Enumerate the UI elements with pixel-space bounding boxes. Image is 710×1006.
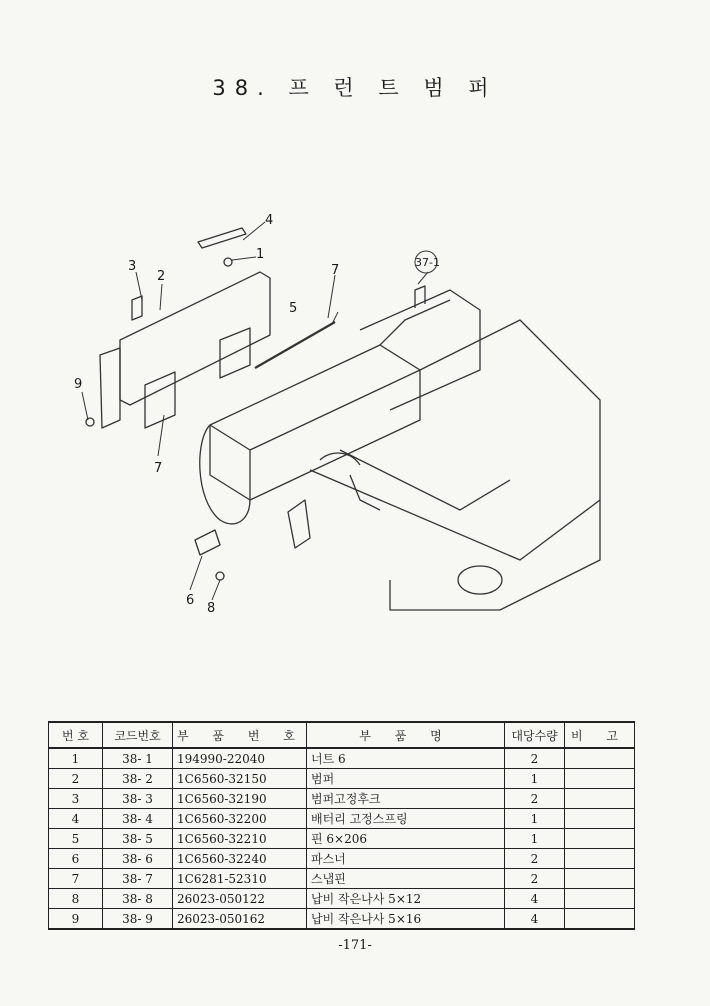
cell-note [565,789,635,809]
cell-part-no: 1C6281-52310 [173,869,307,889]
header-code: 코드번호 [103,722,173,748]
cell-note [565,889,635,909]
cell-code: 38- 5 [103,829,173,849]
cell-part-no: 194990-22040 [173,748,307,769]
table-row [49,748,635,769]
header-part-no: 부 품 번 호 [173,722,307,748]
cell-part-no: 26023-050162 [173,909,307,930]
table-row [49,909,635,930]
callout-4: 4 [265,213,274,228]
callout-1: 1 [256,247,265,262]
cell-no: 4 [49,809,103,829]
callout-2: 2 [157,269,166,284]
pin-drawing [255,322,335,368]
table-row [49,789,635,809]
cell-part-name: 납비 작은나사 5×16 [307,909,505,930]
cell-no: 9 [49,909,103,930]
cell-no: 8 [49,889,103,909]
header-no: 번 호 [49,722,103,748]
cell-qty: 2 [505,748,565,769]
page-title: 38. 프 런 트 범 퍼 [212,76,498,100]
cell-qty: 2 [505,849,565,869]
cell-no: 6 [49,849,103,869]
cell-note [565,748,635,769]
cell-no: 3 [49,789,103,809]
cell-no: 2 [49,769,103,789]
cell-part-name: 배터리 고정스프링 [307,809,505,829]
cell-part-no: 1C6560-32200 [173,809,307,829]
cell-qty: 1 [505,769,565,789]
cell-qty: 4 [505,889,565,909]
callout-leader-lines [82,222,437,600]
cell-note [565,909,635,930]
cell-code: 38- 9 [103,909,173,930]
cell-note [565,769,635,789]
header-qty: 대당수량 [505,722,565,748]
cell-code: 38- 7 [103,869,173,889]
cell-note [565,869,635,889]
callout-9: 9 [74,377,83,392]
callout-6: 6 [186,593,195,608]
table-row [49,889,635,909]
cell-part-no: 1C6560-32240 [173,849,307,869]
table-row [49,869,635,889]
exploded-parts-diagram [60,200,620,620]
table-header-row [49,722,635,748]
cell-code: 38- 3 [103,789,173,809]
parts-table [48,721,635,930]
cell-note [565,829,635,849]
callout-5: 5 [289,301,298,316]
cell-part-name: 파스너 [307,849,505,869]
cell-no: 7 [49,869,103,889]
callout-8: 8 [207,601,216,616]
table-row [49,809,635,829]
cell-part-no: 1C6560-32190 [173,789,307,809]
callout-7-lower: 7 [154,461,163,476]
table-row [49,829,635,849]
cell-code: 38- 4 [103,809,173,829]
cell-part-no: 1C6560-32210 [173,829,307,849]
cell-qty: 1 [505,809,565,829]
cell-part-name: 납비 작은나사 5×12 [307,889,505,909]
table-row [49,849,635,869]
bumper-drawing [100,272,270,428]
cell-qty: 1 [505,829,565,849]
cell-no: 5 [49,829,103,849]
frame-drawing [200,286,600,610]
cell-qty: 2 [505,789,565,809]
cell-part-name: 범퍼고정후크 [307,789,505,809]
callout-7-upper: 7 [331,263,340,278]
cell-qty: 2 [505,869,565,889]
table-row [49,769,635,789]
page-number: -171- [338,938,372,953]
cell-code: 38- 6 [103,849,173,869]
cell-part-name: 범퍼 [307,769,505,789]
cell-note [565,809,635,829]
cell-part-name: 스냅핀 [307,869,505,889]
cell-part-name: 너트 6 [307,748,505,769]
cell-code: 38- 2 [103,769,173,789]
callout-37-1: 37-1 [415,256,440,269]
header-part-name: 부 품 명 [307,722,505,748]
cell-note [565,849,635,869]
cell-part-name: 핀 6×206 [307,829,505,849]
cell-code: 38- 8 [103,889,173,909]
cell-part-no: 1C6560-32150 [173,769,307,789]
header-note: 비 고 [565,722,635,748]
cell-qty: 4 [505,909,565,930]
cell-part-no: 26023-050122 [173,889,307,909]
cell-no: 1 [49,748,103,769]
cell-code: 38- 1 [103,748,173,769]
callout-3: 3 [128,259,137,274]
